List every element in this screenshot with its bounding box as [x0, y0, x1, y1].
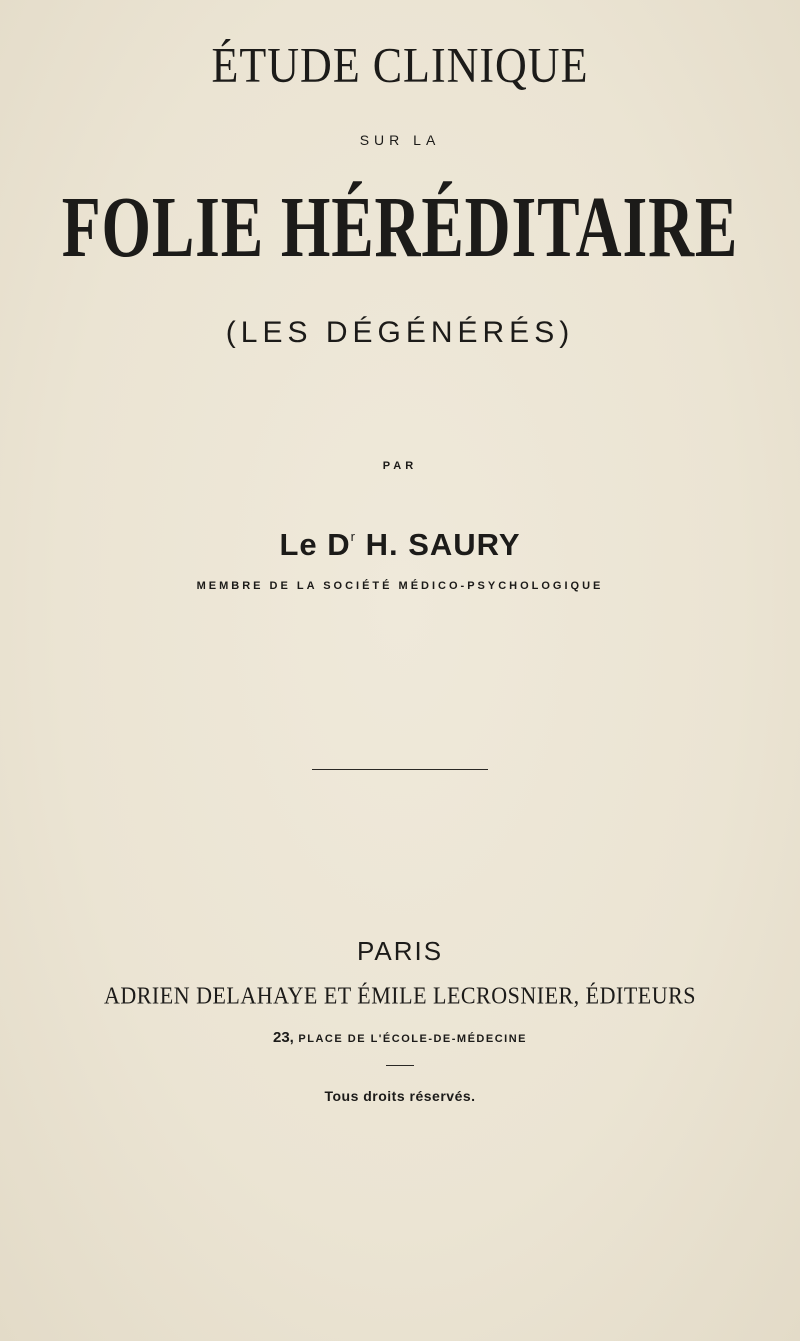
rights-notice: Tous droits réservés.: [324, 1088, 476, 1104]
title-folie-hereditaire: FOLIE HÉRÉDITAIRE: [61, 179, 739, 277]
address-number: 23,: [273, 1029, 294, 1046]
title-sur-la: SUR LA: [359, 132, 441, 148]
author-surname: H. SAURY: [355, 527, 521, 562]
author-name: [0, 527, 800, 563]
publisher-address: [0, 1029, 800, 1046]
publication-city: PARIS: [356, 936, 444, 966]
by-line: PAR: [382, 460, 418, 472]
author-prefix: Le D: [279, 527, 351, 562]
subtitle-les-degeneres: (LES DÉGÉNÉRÉS): [225, 316, 575, 349]
title-etude-clinique: ÉTUDE CLINIQUE: [211, 38, 589, 93]
publishers: ADRIEN DELAHAYE ET ÉMILE LECROSNIER, ÉDITEURS: [103, 981, 697, 1010]
short-divider-rule: [386, 1065, 414, 1066]
divider-rule: [312, 769, 488, 770]
address-street: PLACE DE L'ÉCOLE-DE-MÉDECINE: [293, 1033, 527, 1045]
author-membership: MEMBRE DE LA SOCIÉTÉ MÉDICO-PSYCHOLOGIQUE: [196, 580, 604, 592]
author-title-superscript: r: [350, 529, 356, 544]
